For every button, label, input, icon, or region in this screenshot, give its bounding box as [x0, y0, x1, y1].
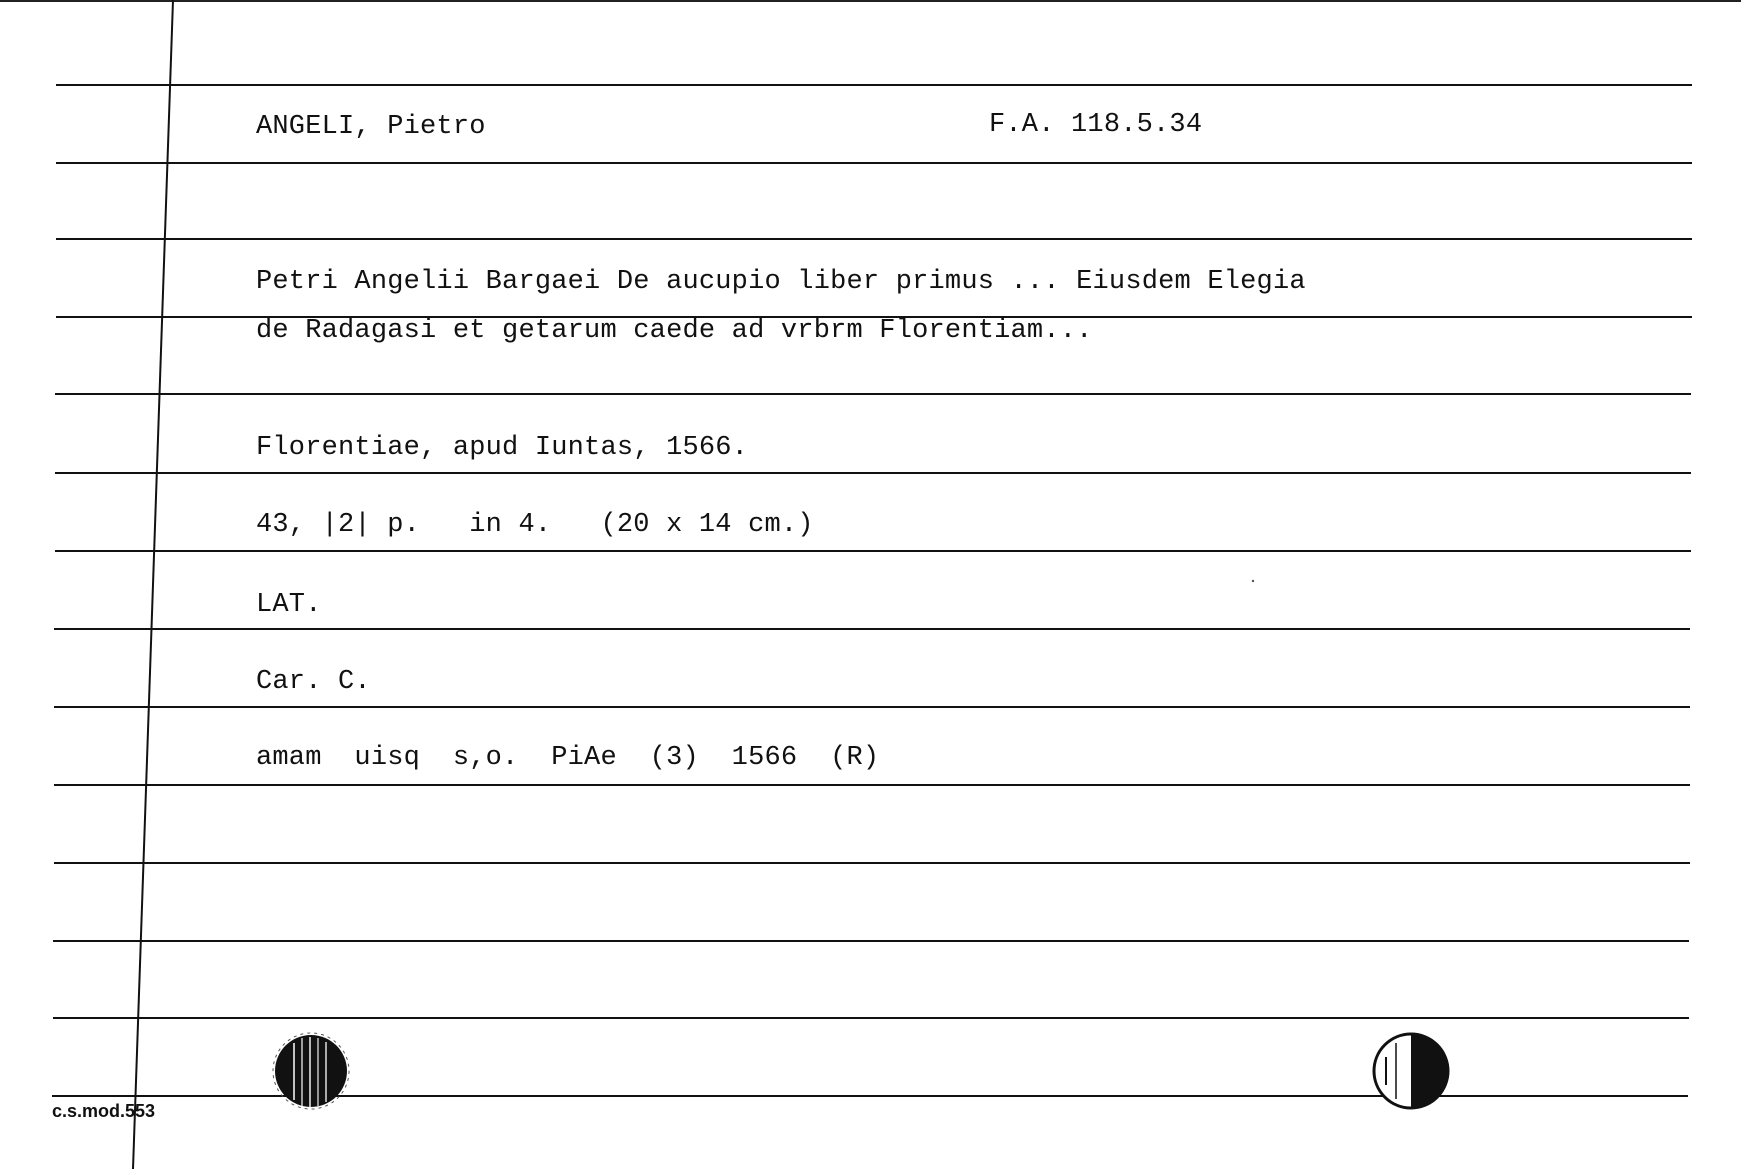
rule-line [56, 238, 1692, 240]
fingerprint: amam uisq s,o. PiAe (3) 1566 (R) [256, 743, 880, 773]
rule-line [53, 940, 1689, 942]
rule-line [56, 162, 1692, 164]
author-heading: ANGELI, Pietro [256, 112, 486, 142]
rule-line [54, 862, 1690, 864]
rule-line [55, 472, 1691, 474]
shelfmark: F.A. 118.5.34 [989, 110, 1203, 140]
rule-line [55, 550, 1691, 552]
rule-line [55, 393, 1691, 395]
title-line-1: Petri Angelii Bargaei De aucupio liber primus ... Eiusdem Elegia [256, 267, 1306, 297]
punch-hole-left [266, 1028, 356, 1118]
rule-line [56, 84, 1692, 86]
rule-line [53, 1017, 1689, 1019]
imprint: Florentiae, apud Iuntas, 1566. [256, 433, 749, 463]
ink-speck [1250, 578, 1256, 584]
punch-hole-right [1366, 1027, 1456, 1117]
rule-line [54, 706, 1690, 708]
collation: 43, |2| p. in 4. (20 x 14 cm.) [256, 510, 814, 540]
rule-line [54, 628, 1690, 630]
title-line-2: de Radagasi et getarum caede ad vrbrm Florentiam... [256, 316, 1093, 346]
rule-line [54, 784, 1690, 786]
language: LAT. [256, 590, 322, 620]
form-code: c.s.mod.553 [52, 1101, 156, 1121]
material-type: Car. C. [256, 667, 371, 697]
